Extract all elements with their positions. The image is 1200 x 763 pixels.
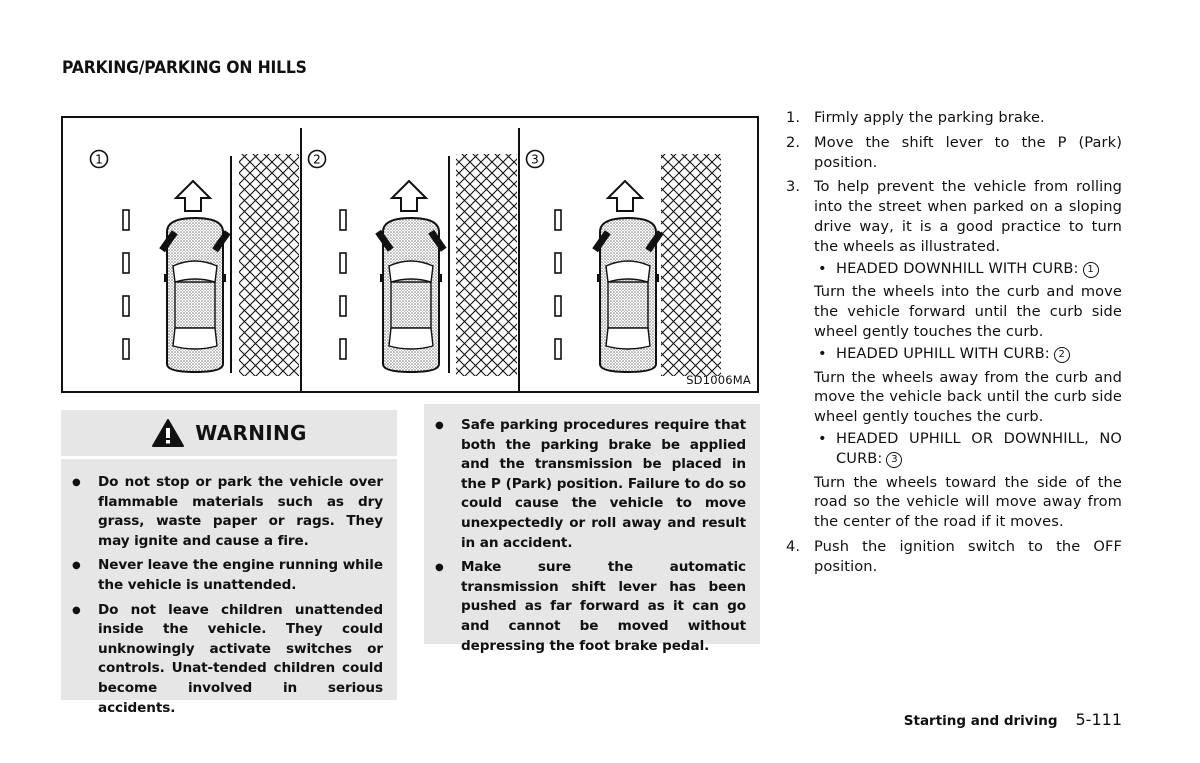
step-text: Firmly apply the parking brake. — [814, 109, 1045, 126]
warning-list — [61, 473, 383, 723]
step-3 — [786, 177, 1122, 532]
ref-number: 2 — [1054, 347, 1070, 363]
warning-item: ● Make sure the automatic transmission shift lever has been pushed as far forward as it can go and cannot be moved without depressing the foot brake pedal. — [424, 558, 746, 656]
ref-number: 3 — [886, 452, 902, 468]
car-icon — [164, 218, 226, 372]
step-number: 2. — [786, 133, 801, 151]
warning-item: ● Never leave the engine running while the vehicle is unattended. — [61, 556, 383, 595]
step-number: 4. — [786, 537, 801, 555]
warning-item: ● Do not leave children unattended inside the vehicle. They could unknowingly activate switches or controls. Unat-tended children could become involved in serious accidents. — [61, 601, 383, 719]
parking-diagram — [63, 118, 757, 391]
direction-arrow-up — [176, 181, 210, 211]
warning-header — [61, 410, 397, 459]
direction-arrow-up — [392, 181, 426, 211]
step-1 — [786, 108, 1122, 128]
panel-number: 3 — [531, 152, 539, 167]
warning-box — [61, 410, 397, 716]
car-icon — [380, 218, 442, 372]
panel-3 — [527, 151, 722, 377]
warning-title: WARNING — [195, 421, 307, 445]
sub-item-no-curb: • HEADED UPHILL OR DOWNHILL, NO CURB: 3 — [814, 429, 1122, 469]
procedure-steps — [786, 108, 1122, 582]
car-icon — [597, 218, 659, 372]
step-text: Push the ignition switch to the OFF position. — [814, 537, 1122, 575]
step-4 — [786, 537, 1122, 577]
page-number: 5-111 — [1075, 710, 1122, 729]
warning-item: ● Do not stop or park the vehicle over flammable materials such as dry grass, waste paper or rags. They may ignite and cause a fire. — [61, 473, 383, 551]
sub-item-uphill-curb: • HEADED UPHILL WITH CURB: 2 — [814, 344, 1122, 364]
warning-triangle-icon — [151, 418, 185, 448]
ref-number: 1 — [1083, 262, 1099, 278]
step-text: To help prevent the vehicle from rolling into the street when parked on a sloping drive way, it is a good practice to turn the wheels as illustrated. — [814, 178, 1122, 255]
footer-section: Starting and driving — [903, 713, 1058, 729]
direction-arrow-up — [608, 181, 642, 211]
panel-number: 2 — [313, 152, 321, 167]
panel-number: 1 — [95, 152, 103, 167]
page-title: PARKING/PARKING ON HILLS — [62, 58, 307, 78]
warning-continued-box — [424, 404, 760, 654]
parking-illustration — [61, 116, 759, 393]
warning-item: ● Safe parking procedures require that both the parking brake be applied and the transmission be placed in the P (Park) position. Failure to do so could cause the vehicle to move unexpectedly or roll away and result in an accident. — [424, 416, 746, 553]
step-2 — [786, 133, 1122, 173]
sub-item-downhill-curb: • HEADED DOWNHILL WITH CURB: 1 — [814, 259, 1122, 279]
panel-1 — [91, 151, 300, 377]
sub-description: Turn the wheels toward the side of the road so the vehicle will move away from the center of the road if it moves. — [814, 473, 1122, 531]
warning-continued-list — [424, 416, 746, 661]
step-number: 3. — [786, 178, 801, 196]
panel-2 — [309, 151, 518, 377]
sub-description: Turn the wheels away from the curb and move the vehicle back until the curb side wheel gently touches the curb. — [814, 368, 1122, 426]
page-footer — [904, 710, 1122, 729]
step-text: Move the shift lever to the P (Park) position. — [814, 133, 1122, 171]
step-number: 1. — [786, 109, 801, 126]
figure-code: SD1006MA — [686, 373, 751, 387]
sub-description: Turn the wheels into the curb and move the vehicle forward until the curb side wheel gently touches the curb. — [814, 283, 1122, 340]
